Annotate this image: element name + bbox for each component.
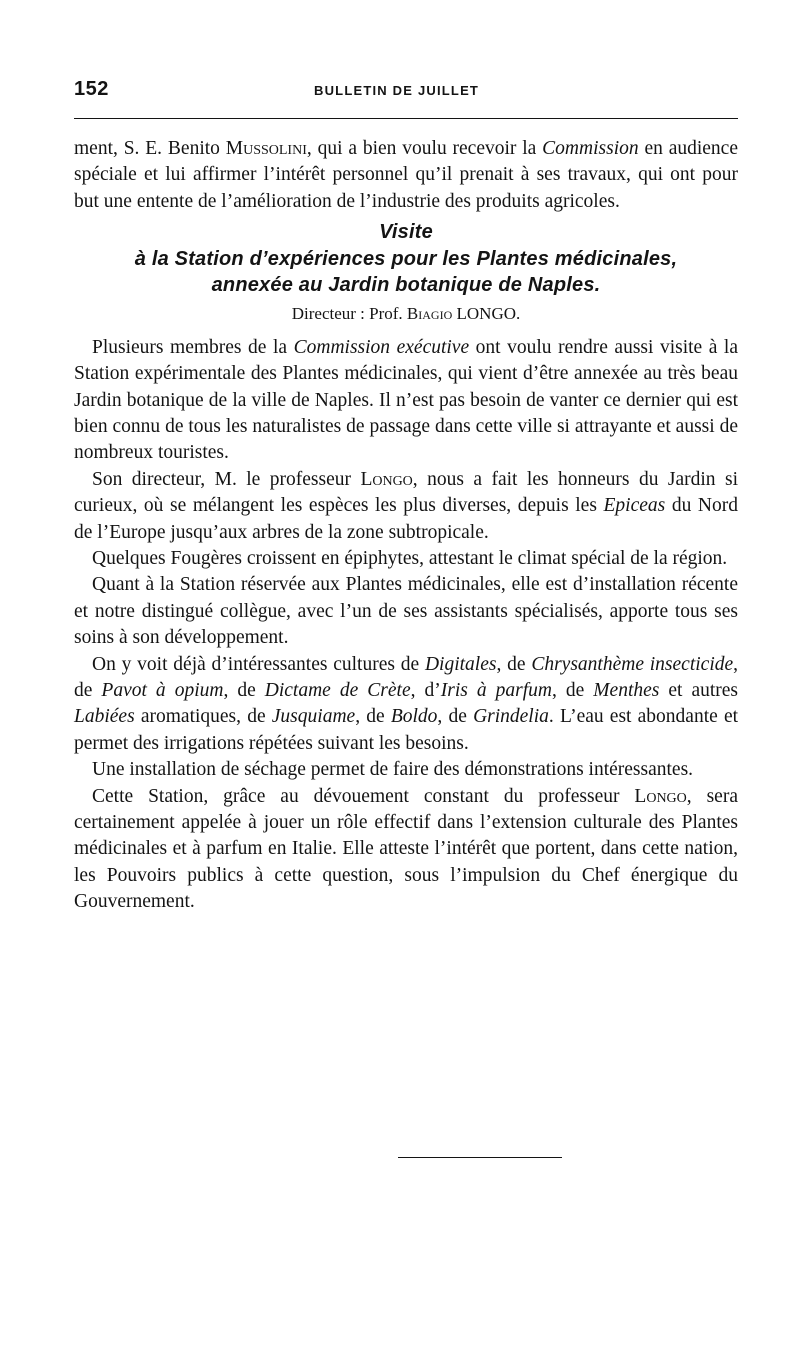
emphasis: Commission <box>542 138 639 159</box>
director-line: Directeur : Prof. Biagio LONGO. <box>291 303 521 323</box>
paragraph-2: Son directeur, M. le professeur Longo, nous a fait les honneurs du Jardin si curieux, où se mélangent les espèces les plus diverses, depuis les Epiceas du Nord de l’Europe jusqu’aux arbres de la zone subtropicale. <box>74 468 739 543</box>
page-header <box>74 78 738 104</box>
header-rule <box>74 118 738 119</box>
plant-name: Boldo <box>390 706 438 728</box>
section-title-line-1: Visite <box>379 221 433 244</box>
plant-name: Dictame de Crète <box>264 680 411 701</box>
director-last-name: LONGO. <box>452 303 521 323</box>
section-title-line-2: à la Station d’expériences pour les Plantes médicinales, <box>134 247 678 270</box>
plant-name: Grindelia <box>473 706 549 728</box>
person-name: Longo <box>634 785 687 807</box>
paragraph-7: Cette Station, grâce au dévouement constant du professeur Longo, sera certainement appelée à jouer un rôle effectif dans l’extension culturale des Plantes médicinales et à parfum en Italie. Elle atteste l’intérêt que portent, dans cette nation, les Pouvoirs publics à cette question, sous l’impulsion du Chef énergique du Gouvernement. <box>74 785 738 913</box>
plant-name: Digitales <box>424 653 497 675</box>
plant-name: Jusquiame <box>271 706 356 728</box>
plant-name: Pavot à opium <box>101 680 224 701</box>
paragraph-5: On y voit déjà d’intéressantes cultures de Digitales, de Chrysanthème insecticide, de Pavot à opium, de Dictame de Crète, d’Iris à parfum, de Menthes et autres Labiées aromatiques, de Jusquiame, de Boldo, de Grindelia. L’eau est abondante et permet des irrigations répétées suivant les besoins. <box>74 653 739 754</box>
paragraph-4: Quant à la Station réservée aux Plantes médicinales, elle est d’installation récente et notre distingué collègue, avec l’un de ses assistants spécialisés, apporte tous ses soins à son développement. <box>74 574 738 649</box>
opening-paragraph: ment, S. E. Benito Mussolini, qui a bien voulu recevoir la Commission en audience spéciale et lui affirmer l’intérêt personnel qu’il prenait à ses travaux, qui ont pour but une entente de l’amélioration de l’industrie des produits agricoles. <box>74 138 738 212</box>
end-rule <box>398 1157 562 1158</box>
emphasis: Commission exécutive <box>293 336 470 358</box>
page-number: 152 <box>74 78 109 100</box>
director-first-name: Biagio <box>406 303 453 323</box>
plant-name: Iris à parfum <box>440 680 552 701</box>
person-name: Mussolini <box>225 138 307 159</box>
body-text <box>74 136 738 916</box>
plant-name: Chrysanthème insecticide <box>531 653 734 675</box>
paragraph-3: Quelques Fougères croissent en épiphytes, attestant le climat spécial de la région. <box>92 547 728 569</box>
plant-name: Labiées <box>74 706 135 728</box>
section-title-line-3: annexée au Jardin botanique de Naples. <box>211 274 601 297</box>
section-title <box>74 219 738 299</box>
plant-name: Menthes <box>593 680 660 701</box>
person-name: Longo <box>360 468 413 490</box>
paragraph-6: Une installation de séchage permet de faire des démonstrations intéressantes. <box>92 759 694 781</box>
running-head: BULLETIN DE JUILLET <box>314 83 480 98</box>
emphasis: Epiceas <box>603 495 666 517</box>
paragraph-1: Plusieurs membres de la Commission exécutive ont voulu rendre aussi visite à la Station expérimentale des Plantes médicinales, qui vient d’être annexée au très beau Jardin botanique de la ville de Naples. Il n’est pas besoin de vanter ce dernier qui est bien connu de tous les naturalistes de passage dans cette ville si attrayante et aussi de nombreux touristes. <box>74 336 739 464</box>
